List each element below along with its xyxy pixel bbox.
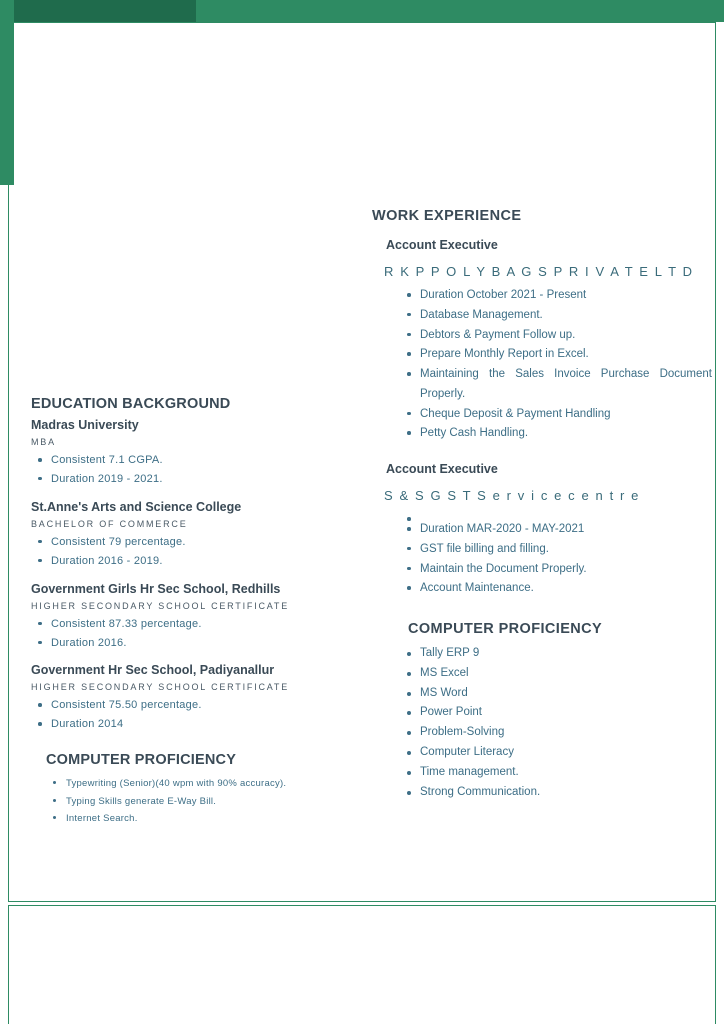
education-entry [31,582,351,653]
degree-name: MBA [31,437,56,447]
experience-column [372,208,712,802]
experience-entry [386,462,712,476]
job-detail-list [400,510,712,599]
job-title: Account Executive [386,462,498,477]
list-item: Power Point [418,703,712,723]
list-item: GST file billing and filling. [418,540,712,560]
list-item: Typing Skills generate E-Way Bill. [64,793,351,811]
left-computer-proficiency-block [46,752,351,828]
list-item: Typewriting (Senior)(40 wpm with 90% accuracy). [64,775,351,793]
list-item: Duration MAR-2020 - MAY-2021 [418,520,712,540]
list-item: Time management. [418,763,712,783]
list-item: Tally ERP 9 [418,644,712,664]
list-item: Duration 2014 [49,715,351,734]
list-item: Internet Search. [64,810,351,828]
education-entry [31,500,351,571]
work-experience-section-title: WORK EXPERIENCE [372,208,522,224]
education-section-title: EDUCATION BACKGROUND [31,396,231,412]
experience-entry [386,238,712,252]
right-computer-proficiency-title: COMPUTER PROFICIENCY [408,621,603,638]
list-item: Consistent 75.50 percentage. [49,696,351,715]
list-item: Consistent 79 percentage. [49,533,351,552]
list-item: Duration 2016. [49,634,351,653]
degree-name: BACHELOR OF COMMERCE [31,518,188,529]
list-item: Petty Cash Handling. [418,424,712,444]
school-name: Government Hr Sec School, Padiyanallur [31,663,275,678]
education-entry [31,663,351,734]
list-item [418,510,712,520]
list-item: Prepare Monthly Report in Excel. [418,345,712,365]
education-detail-list [31,615,351,653]
degree-name: HIGHER SECONDARY SCHOOL CERTIFICATE [31,682,290,693]
left-computer-proficiency-title: COMPUTER PROFICIENCY [46,752,237,769]
list-item: Maintaining the Sales Invoice Purchase Document Properly. [418,365,712,405]
list-item: Maintain the Document Properly. [418,560,712,580]
school-name: Madras University [31,418,139,432]
education-detail-list [31,533,351,571]
education-column [31,396,351,828]
list-item: Strong Communication. [418,783,712,803]
job-title: Account Executive [386,238,498,252]
list-item: Problem-Solving [418,723,712,743]
list-item: Account Maintenance. [418,579,712,599]
school-name: St.Anne's Arts and Science College [31,499,242,514]
page-bottom-frame [8,905,716,1024]
left-accent-block [0,0,14,185]
list-item: Consistent 87.33 percentage. [49,615,351,634]
list-item: Computer Literacy [418,743,712,763]
degree-name: HIGHER SECONDARY SCHOOL CERTIFICATE [31,600,290,611]
list-item: Database Management. [418,306,712,326]
list-item: Duration 2019 - 2021. [49,470,351,489]
school-name: Government Girls Hr Sec School, Redhills [31,581,281,596]
list-item: MS Word [418,684,712,704]
list-item: Consistent 7.1 CGPA. [49,451,351,470]
education-detail-list [31,696,351,734]
left-computer-proficiency-list [46,775,351,828]
education-entry [31,418,351,489]
list-item: MS Excel [418,664,712,684]
job-detail-list [400,286,712,444]
list-item: Duration October 2021 - Present [418,286,712,306]
company-name: R K P P O L Y B A G S P R I V A T E L T D [384,264,694,279]
top-accent-wedge [0,0,196,22]
right-computer-proficiency-list [400,644,712,802]
education-detail-list [31,451,351,489]
list-item: Duration 2016 - 2019. [49,552,351,571]
company-name: S & S G S T S e r v i c e c e n t r e [384,488,640,504]
list-item: Debtors & Payment Follow up. [418,326,712,346]
list-item: Cheque Deposit & Payment Handling [418,405,712,425]
